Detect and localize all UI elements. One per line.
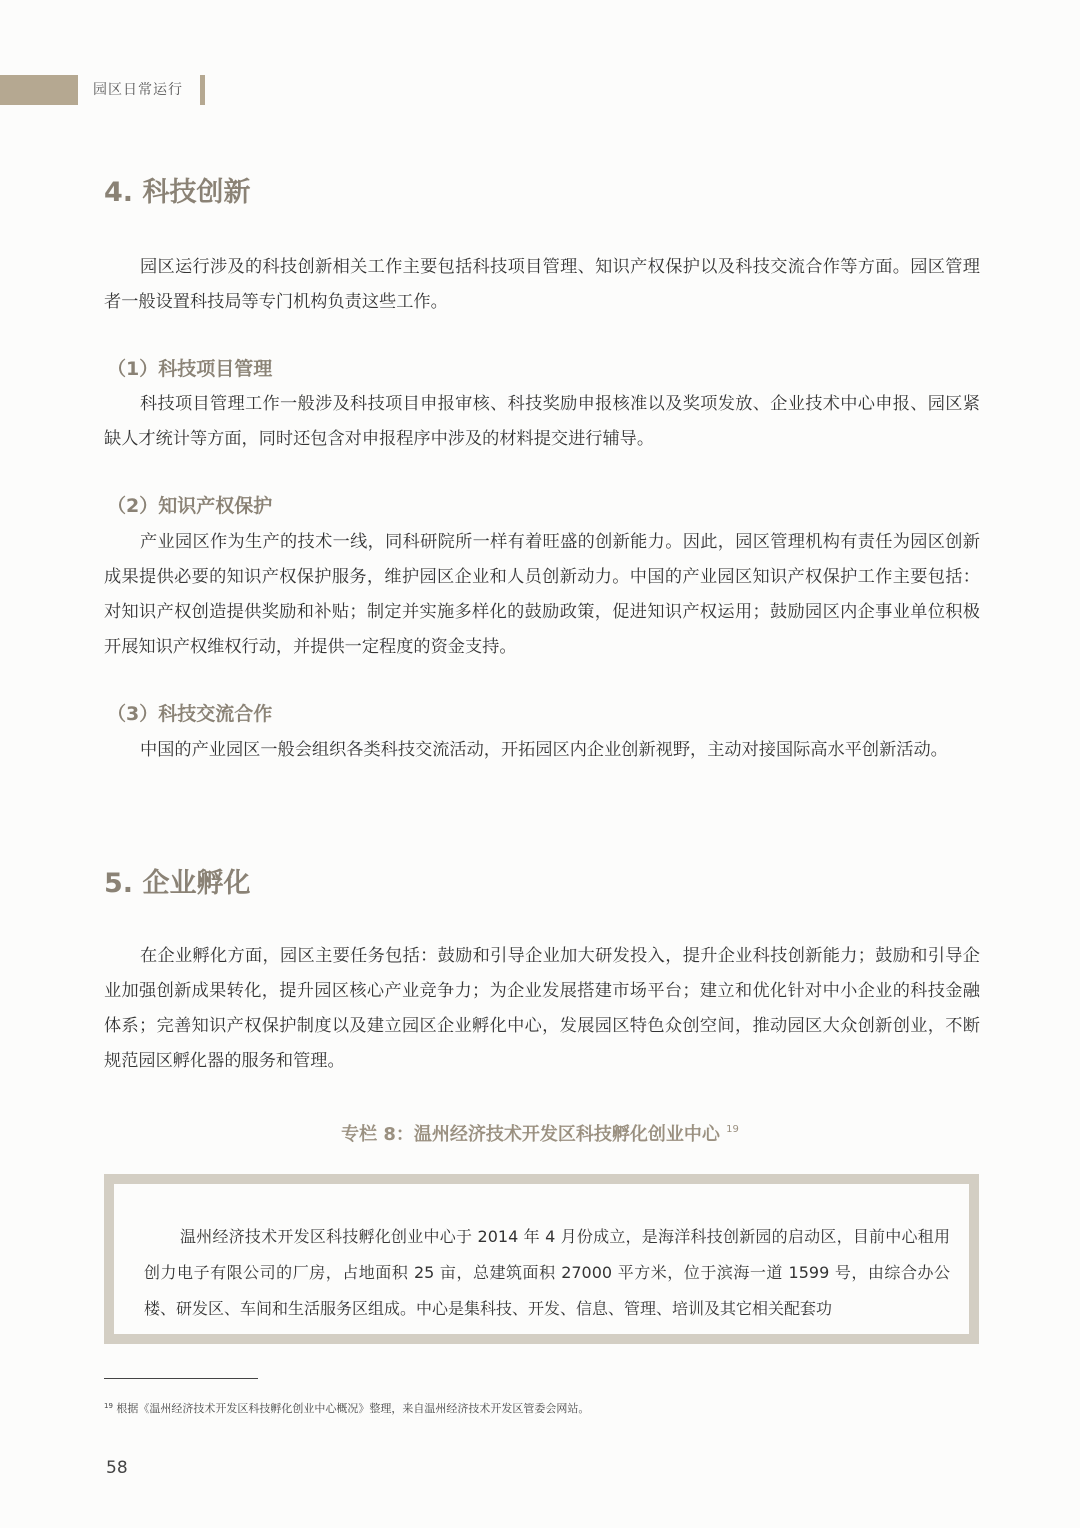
section-5-text: 在企业孵化方面，园区主要任务包括：鼓励和引导企业加大研发投入，提升企业科技创新能力；鼓励和引导企业加强创新成果转化，提升园区核心产业竞争力；为企业发展搭建市场平台；建立和优化针对中小企业的科技金融体系；完善知识产权保护制度以及建立园区企业孵化中心，发展园区特色众创空间，推动园区大众创新创业，不断规范园区孵化器的服务和管理。 [104,946,980,1071]
case-box-text: 温州经济技术开发区科技孵化创业中心于 2014 年 4 月份成立，是海洋科技创新园的启动区，目前中心租用创力电子有限公司的厂房，占地面积 25 亩，总建筑面积 27000 平方米，位于滨海一道 1599 号，由综合办公楼、研发区、车间和生活服务区组成。中心是集科技、开发、信息、管理、培训及其它相关配套功 [144,1227,950,1318]
running-header: 园区日常运行 [93,82,183,98]
footnote-number: 19 [104,1402,113,1410]
section-4-intro: 园区运行涉及的科技创新相关工作主要包括科技项目管理、知识产权保护以及科技交流合作等方面。园区管理者一般设置科技局等专门机构负责这些工作。 [104,257,980,312]
subsection-2-text: 产业园区作为生产的技术一线，同科研院所一样有着旺盛的创新能力。因此，园区管理机构有责任为园区创新成果提供必要的知识产权保护服务，维护园区企业和人员创新动力。中国的产业园区知识产权保护工作主要包括：对知识产权创造提供奖励和补贴；制定并实施多样化的鼓励政策，促进知识产权运用；鼓励园区内企事业单位积极开展知识产权维权行动，并提供一定程度的资金支持。 [104,532,980,657]
subsection-1-title: （1）科技项目管理 [107,358,273,380]
footnote-divider [104,1378,258,1379]
subsection-1-text: 科技项目管理工作一般涉及科技项目申报审核、科技奖励申报核准以及奖项发放、企业技术中心申报、园区紧缺人才统计等方面，同时还包含对申报程序中涉及的材料提交进行辅导。 [104,394,980,449]
section-5-title: 5. 企业孵化 [104,868,251,899]
page-number: 58 [106,1458,128,1478]
subsection-3-title: （3）科技交流合作 [107,703,273,725]
subsection-2-title: （2）知识产权保护 [107,495,273,517]
header-accent-bar [0,75,78,105]
case-box [104,1174,979,1344]
box-title: 专栏 8：温州经济技术开发区科技孵化创业中心 $^{19}$ [341,1124,739,1145]
subsection-3-text: 中国的产业园区一般会组织各类科技交流活动，开拓园区内企业创新视野，主动对接国际高水平创新活动。 [140,740,948,760]
header-divider [200,75,205,105]
section-4-title: 4. 科技创新 [104,177,251,208]
footnote: $^{19}$ 根据《温州经济技术开发区科技孵化创业中心概况》整理，来自温州经济技术开发区管委会网站。 [104,1402,590,1415]
box-footnote-ref[interactable]: 19 [726,1124,739,1135]
